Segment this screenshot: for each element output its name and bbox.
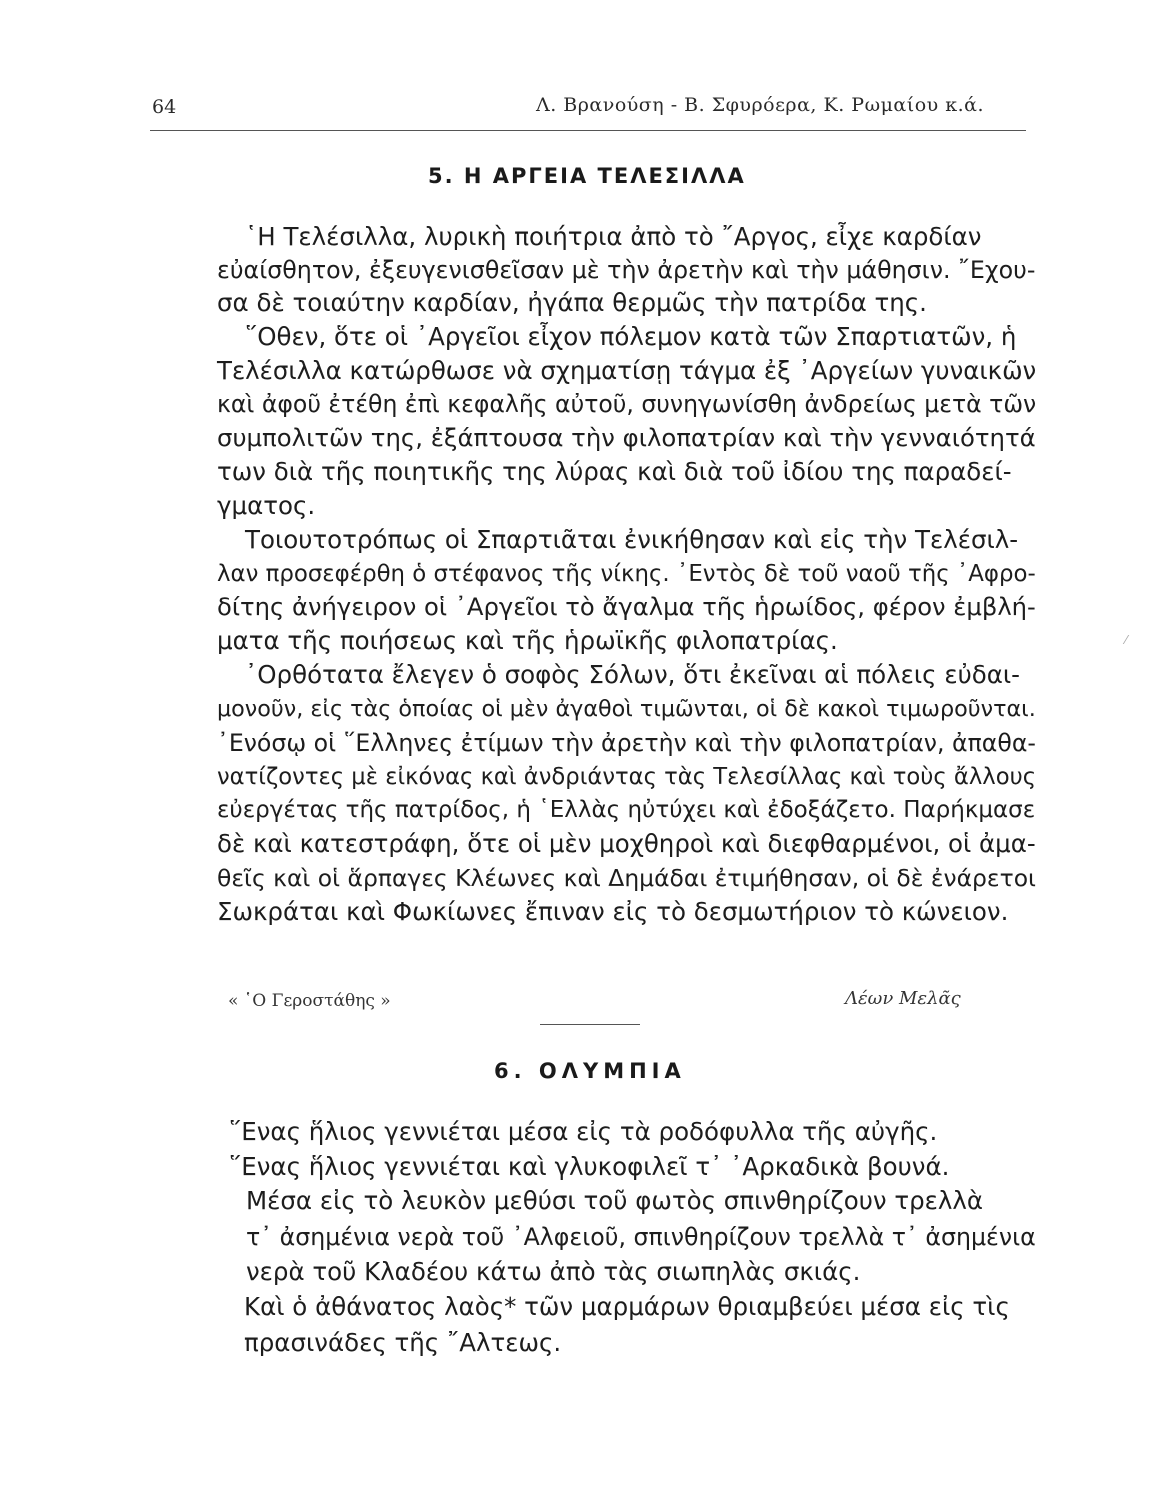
text-line: δίτης ἀνήγειρον οἱ ᾿Αργεῖοι τὸ ἄγαλμα τῆς ἡρωίδος, φέρον ἐμβλή- bbox=[217, 592, 1036, 621]
text-line: μονοῦν, εἰς τὰς ὁποίας οἱ μὲν ἀγαθοὶ τιμῶνται, οἱ δὲ κακοὶ τιμωροῦνται. bbox=[217, 696, 1036, 722]
text-line: ματα τῆς ποιήσεως καὶ τῆς ἡρωϊκῆς φιλοπατρίας. bbox=[217, 626, 838, 655]
text-line: ῾Η Τελέσιλλα, λυρικὴ ποιήτρια ἀπὸ τὸ ῎Αργος, εἶχε καρδίαν bbox=[245, 222, 982, 251]
poem-line: Μέσα εἰς τὸ λευκὸν μεθύσι τοῦ φωτὸς σπινθηρίζουν τρελλὰ bbox=[246, 1186, 984, 1215]
text-line: των διὰ τῆς ποιητικῆς της λύρας καὶ διὰ τοῦ ἰδίου της παραδεί- bbox=[217, 457, 1012, 486]
poem-line: πρασινάδες τῆς ῎Αλτεως. bbox=[244, 1328, 562, 1357]
poem-line: ῞Ενας ἥλιος γεννιέται καὶ γλυκοφιλεῖ τ᾿ ᾿Αρκαδικὰ βουνά. bbox=[229, 1152, 950, 1181]
text-line: συμπολιτῶν της, ἐξάπτουσα τὴν φιλοπατρίαν καὶ τὴν γενναιότητά bbox=[217, 423, 1036, 452]
text-line: νατίζοντες μὲ εἰκόνας καὶ ἀνδριάντας τὰς Τελεσίλλας καὶ τοὺς ἄλλους bbox=[217, 764, 1037, 790]
text-line: σα δὲ τοιαύτην καρδίαν, ἠγάπα θερμῶς τὴν πατρίδα της. bbox=[217, 288, 927, 317]
source-citation: « ῾Ο Γεροστάθης » bbox=[228, 991, 391, 1011]
text-line: καὶ ἀφοῦ ἐτέθη ἐπὶ κεφαλῆς αὐτοῦ, συνηγωνίσθη ἀνδρείως μετὰ τῶν bbox=[217, 390, 1037, 418]
header-rule bbox=[150, 130, 1026, 131]
text-line: Σωκράται καὶ Φωκίωνες ἔπιναν εἰς τὸ δεσμωτήριον τὸ κώνειον. bbox=[217, 897, 1009, 926]
section-5-title: 5. Η ΑΡΓΕΙΑ ΤΕΛΕΣΙΛΛΑ bbox=[428, 164, 746, 188]
poem-line: νερὰ τοῦ Κλαδέου κάτω ἀπὸ τὰς σιωπηλὰς σκιάς. bbox=[246, 1257, 861, 1286]
section-divider bbox=[540, 1024, 640, 1025]
text-line: γματος. bbox=[217, 491, 316, 520]
text-line: εὐεργέτας τῆς πατρίδος, ἡ ῾Ελλὰς ηὐτύχει καὶ ἐδοξάζετο. Παρήκμασε bbox=[217, 797, 1036, 823]
text-line: Τελέσιλλα κατώρθωσε νὰ σχηματίσῃ τάγμα ἐξ ᾿Αργείων γυναικῶν bbox=[217, 356, 1037, 385]
page-number: 64 bbox=[152, 96, 177, 118]
text-line: εὐαίσθητον, ἐξευγενισθεῖσαν μὲ τὴν ἀρετὴν καὶ τὴν μάθησιν. ῎Εχου- bbox=[217, 256, 1036, 284]
running-head: Λ. Βρανούση - Β. Σφυρόερα, Κ. Ρωμαίου κ.ά. bbox=[536, 94, 985, 116]
poem-line: ῞Ενας ἥλιος γεννιέται μέσα εἰς τὰ ροδόφυλλα τῆς αὐγῆς. bbox=[229, 1117, 938, 1146]
text-line: ῞Οθεν, ὅτε οἱ ᾿Αργεῖοι εἶχον πόλεμον κατὰ τῶν Σπαρτιατῶν, ἡ bbox=[245, 322, 1017, 351]
poem-line: Καὶ ὁ ἀθάνατος λαὸς* τῶν μαρμάρων θριαμβεύει μέσα εἰς τὶς bbox=[244, 1292, 1010, 1321]
text-line: δὲ καὶ κατεστράφη, ὅτε οἱ μὲν μοχθηροὶ καὶ διεφθαρμένοι, οἱ ἀμα- bbox=[217, 829, 1036, 858]
text-line: θεῖς καὶ οἱ ἅρπαγες Κλέωνες καὶ Δημάδαι ἐτιμήθησαν, οἱ δὲ ἐνάρετοι bbox=[217, 864, 1036, 892]
section-6-title: 6. ΟΛΥΜΠΙΑ bbox=[494, 1059, 686, 1083]
text-line: ᾿Ορθότατα ἔλεγεν ὁ σοφὸς Σόλων, ὅτι ἐκεῖναι αἱ πόλεις εὐδαι- bbox=[245, 660, 1021, 689]
author-signature: Λέων Μελᾶς bbox=[845, 988, 961, 1009]
poem-line: τ᾿ ἀσημένια νερὰ τοῦ ᾿Αλφειοῦ, σπινθηρίζουν τρελλὰ τ᾿ ἀσημένια bbox=[246, 1223, 1036, 1251]
scan-speck: ⁄ bbox=[1125, 633, 1128, 647]
text-line: ᾿Ενόσῳ οἱ ῞Ελληνες ἐτίμων τὴν ἀρετὴν καὶ τὴν φιλοπατρίαν, ἀπαθα- bbox=[217, 729, 1036, 757]
text-line: λαν προσεφέρθη ὁ στέφανος τῆς νίκης. ᾿Εντὸς δὲ τοῦ ναοῦ τῆς ᾿Αφρο- bbox=[217, 561, 1036, 587]
text-line: Τοιουτοτρόπως οἱ Σπαρτιᾶται ἐνικήθησαν καὶ εἰς τὴν Τελέσιλ- bbox=[245, 525, 1019, 554]
